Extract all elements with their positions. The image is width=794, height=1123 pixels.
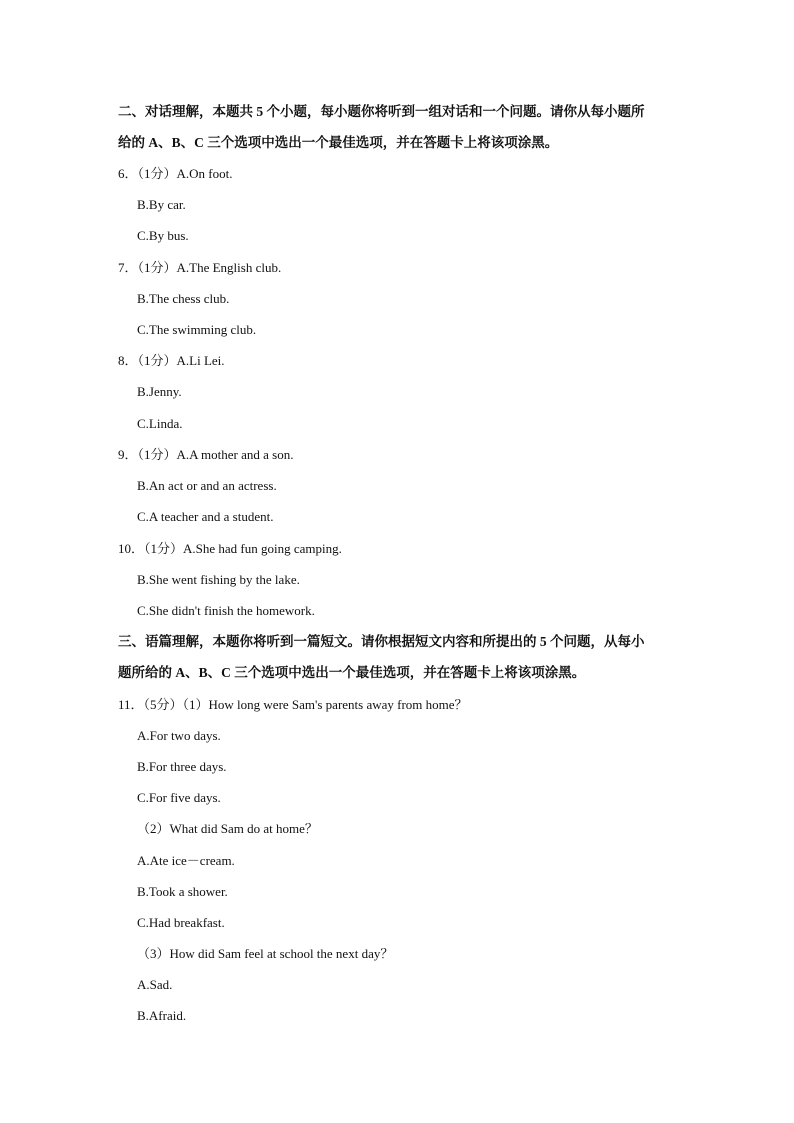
q6-option-b: B.By car.	[137, 197, 186, 212]
q7-stem: 7．（1分）A.The English club.	[118, 260, 282, 275]
q11-p2-option-b: B.Took a shower.	[137, 884, 228, 899]
q11-p3-option-a: A.Sad.	[137, 977, 173, 992]
q11-p1-option-c: C.For five days.	[137, 790, 221, 805]
q9-option-c: C.A teacher and a student.	[137, 509, 274, 524]
q8-stem: 8．（1分）A.Li Lei.	[118, 353, 225, 368]
section2-heading-line1: 二、对话理解，本题共 5 个小题，每小题你将听到一组对话和一个问题。请你从每小题所	[118, 104, 645, 119]
q7-option-c: C.The swimming club.	[137, 322, 257, 337]
q8-option-b: B.Jenny.	[137, 384, 182, 399]
q11-stem: 11．（5分）（1）How long were Sam's parents away from home？	[118, 697, 468, 712]
q7-option-b: B.The chess club.	[137, 291, 230, 306]
q11-p1-option-b: B.For three days.	[137, 759, 227, 774]
q11-p3-option-b: B.Afraid.	[137, 1008, 187, 1023]
q11-p1-option-a: A.For two days.	[137, 728, 221, 743]
q11-p2-option-c: C.Had breakfast.	[137, 915, 225, 930]
q10-stem: 10．（1分）A.She had fun going camping.	[118, 541, 342, 556]
q6-stem: 6．（1分）A.On foot.	[118, 166, 233, 181]
q9-stem: 9．（1分）A.A mother and a son.	[118, 447, 294, 462]
section2-heading-line2: 给的 A、B、C 三个选项中选出一个最佳选项，并在答题卡上将该项涂黑。	[118, 135, 559, 150]
q11-p3-question: （3）How did Sam feel at school the next day？	[137, 946, 394, 961]
q6-option-c: C.By bus.	[137, 228, 189, 243]
section3-heading-line2: 题所给的 A、B、C 三个选项中选出一个最佳选项，并在答题卡上将该项涂黑。	[118, 665, 586, 680]
section3-heading-line1: 三、语篇理解，本题你将听到一篇短文。请你根据短文内容和所提出的 5 个问题，从每小	[118, 634, 645, 649]
q11-p2-option-a: A.Ate ice－cream.	[137, 853, 235, 868]
q8-option-c: C.Linda.	[137, 416, 183, 431]
q9-option-b: B.An act or and an actress.	[137, 478, 277, 493]
q11-p2-question: （2）What did Sam do at home？	[137, 821, 318, 836]
q10-option-b: B.She went fishing by the lake.	[137, 572, 300, 587]
q10-option-c: C.She didn't finish the homework.	[137, 603, 315, 618]
